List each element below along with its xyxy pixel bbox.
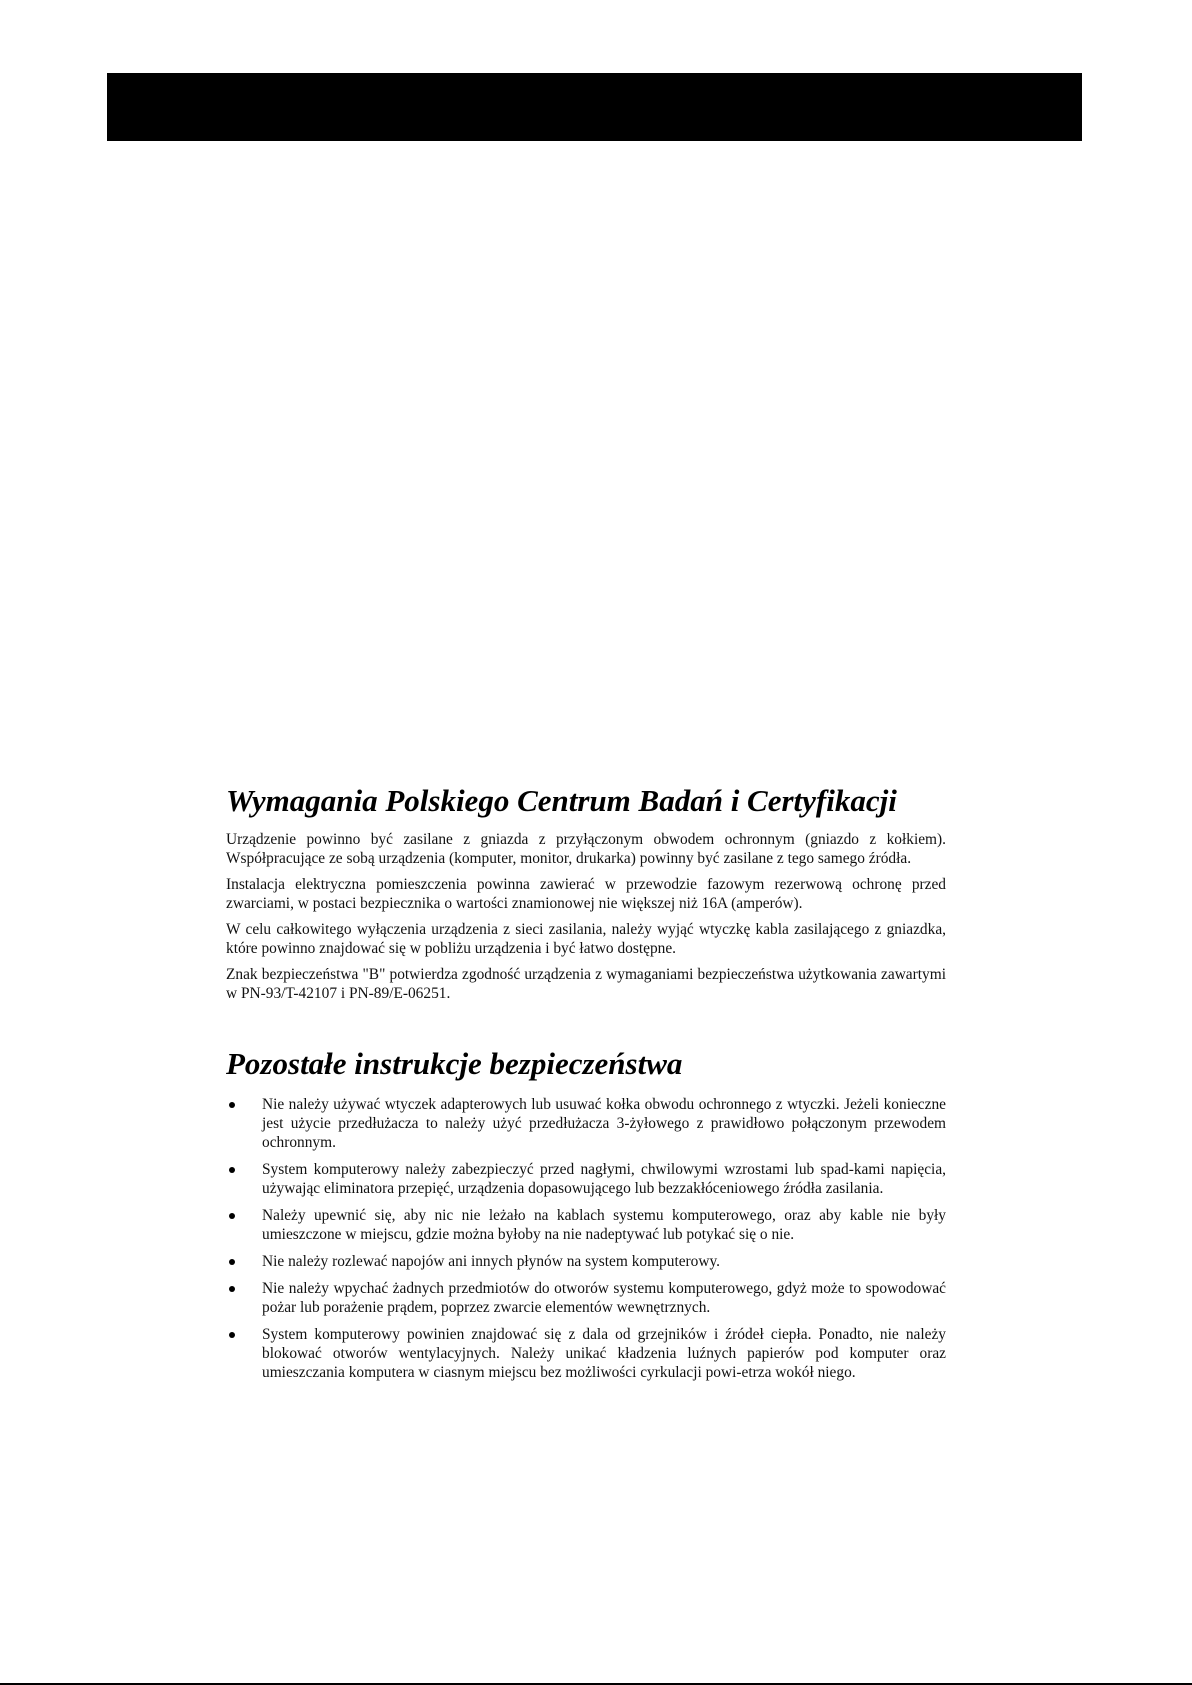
- list-item-text: Nie należy używać wtyczek adapterowych lub usuwać kołka obwodu ochronnego z wtyczki. Jeżeli konieczne jest użycie przedłużacza to należy użyć przedłużacza 3-żyłowego z prawidłowo połączonym przewodem ochronnym.: [262, 1096, 946, 1151]
- paragraph: Znak bezpieczeństwa "B" potwierdza zgodność urządzenia z wymaganiami bezpieczeństwa użytkowania zawartymi w PN-93/T-42107 i PN-89/E-06251.: [226, 966, 946, 1002]
- paragraph: Urządzenie powinno być zasilane z gniazda z przyłączonym obwodem ochronnym (gniazdo z kołkiem). Współpracujące ze sobą urządzenia (komputer, monitor, drukarka) powinny być zasilane z tego samego źródła.: [226, 831, 946, 867]
- header-bar: [107, 73, 1082, 141]
- list-item: [226, 1095, 946, 1152]
- list-item: [226, 1206, 946, 1244]
- bullet-icon: [229, 1259, 235, 1265]
- section-pcbc-requirements: [226, 830, 946, 1003]
- list-item-text: Nie należy wpychać żadnych przedmiotów do otworów systemu komputerowego, gdyż może to spowodować pożar lub porażenie prądem, poprzez zwarcie elementów wewnętrznych.: [262, 1280, 946, 1316]
- bullet-icon: [229, 1286, 235, 1292]
- section-title-pcbc-requirements: Wymagania Polskiego Centrum Badań i Certyfikacji: [226, 783, 897, 818]
- paragraph: W celu całkowitego wyłączenia urządzenia z sieci zasilania, należy wyjąć wtyczkę kabla zasilającego z gniazdka, które powinno znajdować się w pobliżu urządzenia i być łatwo dostępne.: [226, 921, 946, 957]
- bullet-icon: [229, 1213, 235, 1219]
- list-item: [226, 1252, 946, 1271]
- section-title-other-safety-instructions: Pozostałe instrukcje bezpieczeństwa: [226, 1046, 683, 1081]
- document-content: [226, 782, 946, 1390]
- bullet-icon: [229, 1332, 235, 1338]
- bullet-icon: [229, 1102, 235, 1108]
- bullet-icon: [229, 1167, 235, 1173]
- list-item: [226, 1160, 946, 1198]
- list-item-text: Nie należy rozlewać napojów ani innych płynów na system komputerowy.: [262, 1253, 721, 1270]
- list-item-text: Należy upewnić się, aby nic nie leżało na kablach systemu komputerowego, oraz aby kable nie były umieszczone w miejscu, gdzie można byłoby na nie nadeptywać lub potykać się o nie.: [262, 1207, 946, 1243]
- list-item-text: System komputerowy należy zabezpieczyć przed nagłymi, chwilowymi wzrostami lub spad-kami napięcia, używając eliminatora przepięć, urządzenia dopasowującego lub bezzakłóceniowego źródła zasilania.: [262, 1161, 946, 1197]
- list-item: [226, 1325, 946, 1382]
- safety-instructions-list: [226, 1095, 946, 1382]
- list-item: [226, 1279, 946, 1317]
- list-item-text: System komputerowy powinien znajdować się z dala od grzejników i źródeł ciepła. Ponadto, nie należy blokować otworów wentylacyjnych. Należy unikać kładzenia luźnych papierów pod komputer oraz umieszczania komputera w ciasnym miejscu bez możliwości cyrkulacji powi-etrza wokół niego.: [262, 1326, 946, 1381]
- paragraph: Instalacja elektryczna pomieszczenia powinna zawierać w przewodzie fazowym rezerwową ochronę przed zwarciami, w postaci bezpiecznika o wartości znamionowej nie większej niż 16A (amperów).: [226, 876, 946, 912]
